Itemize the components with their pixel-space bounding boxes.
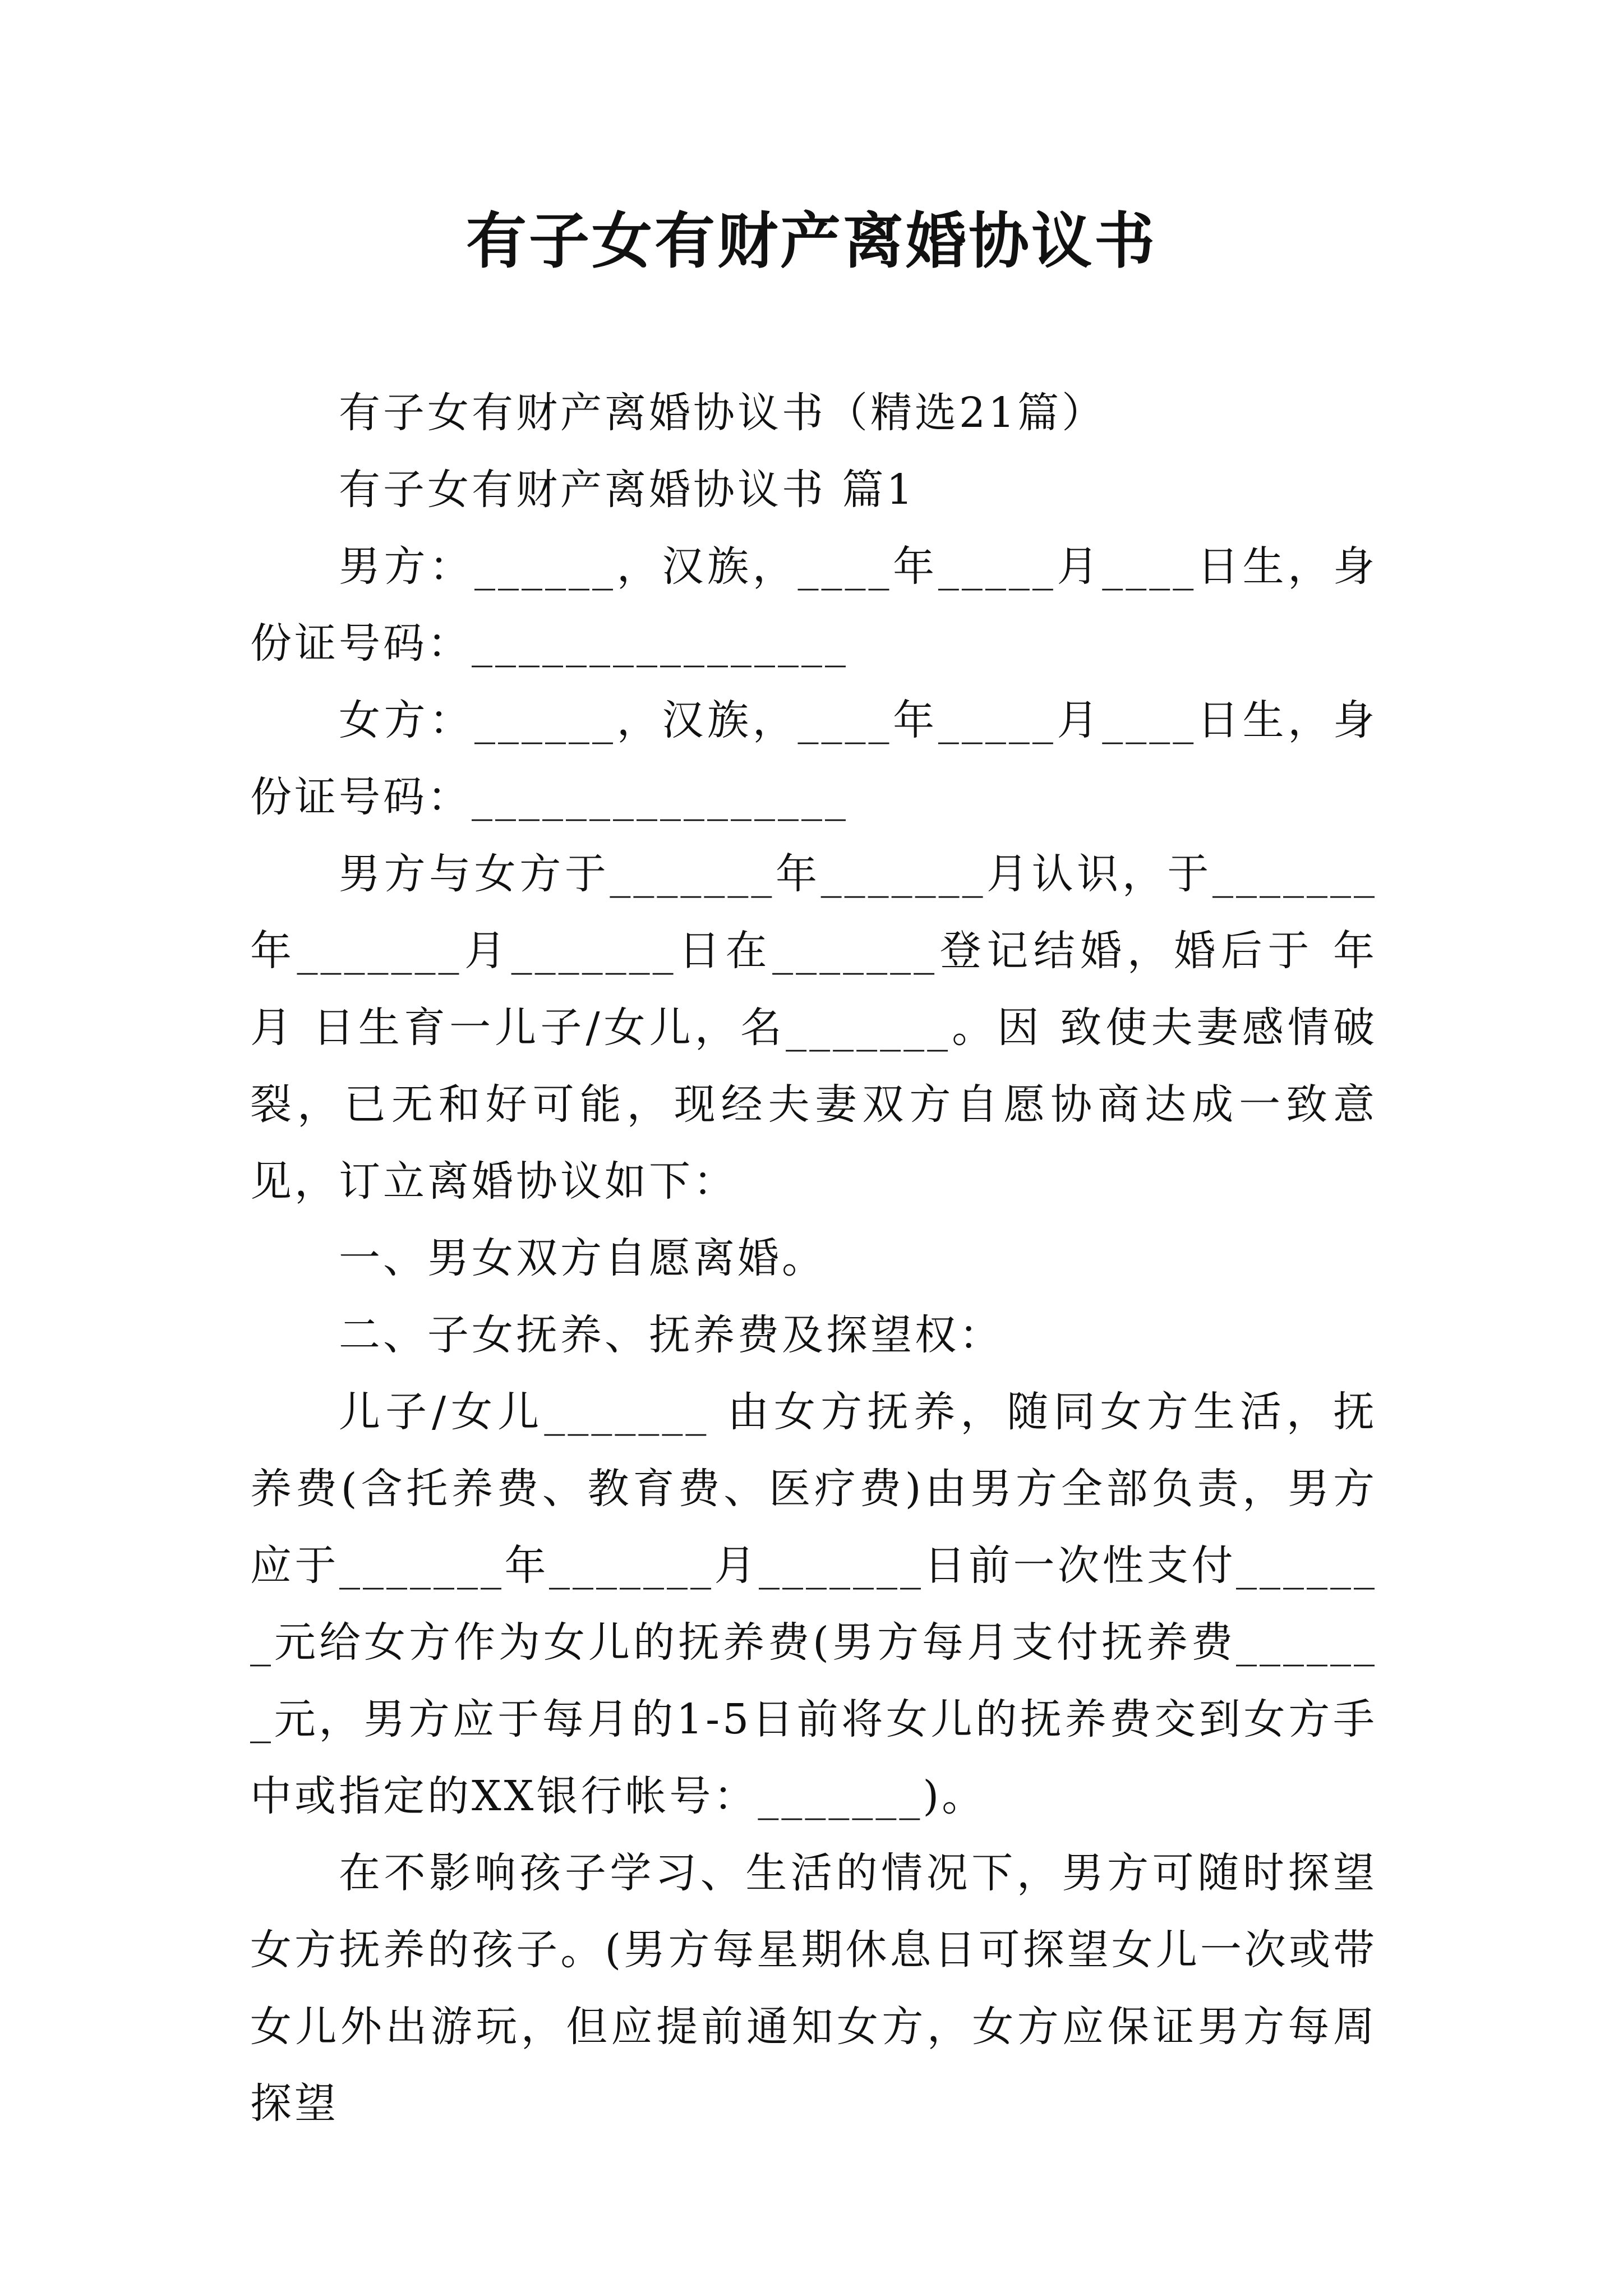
child-support-paragraph: 儿子/女儿_______ 由女方抚养，随同女方生活，抚养费(含托养费、教育费、医疗费)由男方全部负责，男方应于_______年_______月_______日前一次性支付_______元给女方作为女儿的抚养费(男方每月支付抚养费_______元，男方应于每月的1-5日前将女儿的抚养费交到女方手中或指定的XX银行帐号：_______)。 <box>250 1388 1377 1820</box>
female-party-paragraph: 女方：______，汉族，____年_____月____日生，身份证号码：________________ <box>250 696 1377 821</box>
marriage-background-paragraph: 男方与女方于_______年_______月认识，于_______年_______月_______日在_______登记结婚，婚后于 年 月 日生育一儿子/女儿，名_______。因 致使夫妻感情破裂，已无和好可能，现经夫妻双方自愿协商达成一致意见，订立离婚协议如下： <box>250 850 1377 1205</box>
section-heading: 有子女有财产离婚协议书 篇1 <box>339 466 916 514</box>
clause-2-heading: 二、子女抚养、抚养费及探望权： <box>339 1311 1003 1359</box>
visitation-paragraph: 在不影响孩子学习、生活的情况下，男方可随时探望女方抚养的孩子。(男方每星期休息日可探望女儿一次或带女儿外出游玩，但应提前通知女方，女方应保证男方每周探望 <box>250 1849 1377 2128</box>
male-party-paragraph: 男方：______，汉族，____年_____月____日生，身份证号码：________________ <box>250 542 1377 668</box>
document-body <box>250 375 1377 2142</box>
subtitle-paragraph: 有子女有财产离婚协议书（精选21篇） <box>339 389 1106 437</box>
clause-1-paragraph: 一、男女双方自愿离婚。 <box>339 1234 826 1282</box>
document-title: 有子女有财产离婚协议书 <box>465 206 1157 277</box>
